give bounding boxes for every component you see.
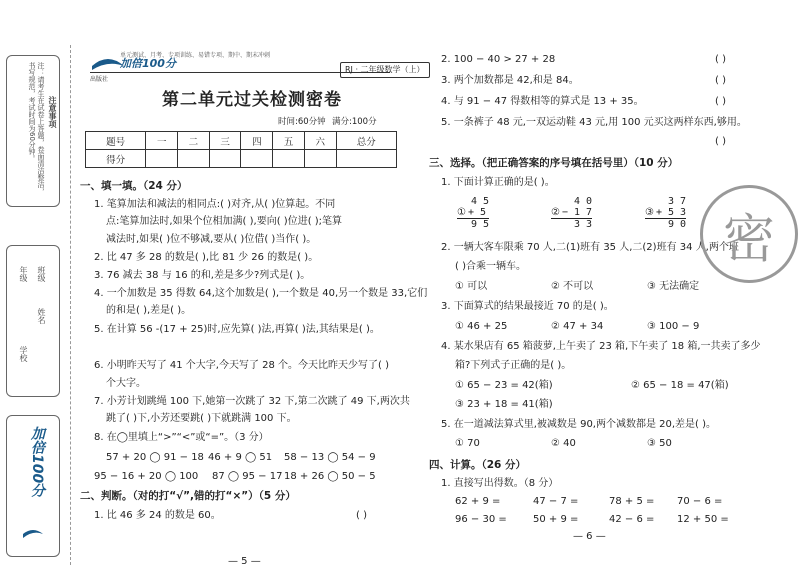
- calc-item[interactable]: 47 − 7 =: [533, 496, 579, 507]
- choice-option[interactable]: ① 70: [455, 438, 480, 449]
- choice-2-line-a: 2. 一辆大客车限乘 70 人,二(1)班有 35 人,二(2)班有 34 人,两个班: [441, 242, 739, 253]
- option-label: ①: [457, 207, 466, 218]
- table-header-cell: 题号: [86, 132, 146, 150]
- question-1-line-a: 1. 笔算加法和减法的相同点:( )对齐,从( )位算起。不同: [94, 199, 336, 210]
- brand-logo: 加倍100分: [120, 57, 176, 70]
- vertical-calc-1[interactable]: [457, 196, 489, 230]
- choice-4-line-a: 4. 某水果店有 65 箱菠萝,上午卖了 23 箱,下午卖了 18 箱,一共卖了多少: [441, 341, 761, 352]
- judge-2: 2. 100 − 40 > 27 + 28: [441, 54, 556, 65]
- notice-box: [6, 55, 60, 207]
- table-header-cell: 三: [209, 132, 241, 150]
- question-4-line-b: 的和是( ),差是( )。: [106, 305, 192, 316]
- field-class: 班级: [37, 266, 46, 282]
- cut-line: [70, 45, 71, 565]
- choice-option[interactable]: ③ 100 − 9: [647, 321, 700, 332]
- score-cell[interactable]: [241, 150, 273, 168]
- score-label: 得分: [86, 150, 146, 168]
- secret-stamp: [700, 185, 798, 283]
- score-cell[interactable]: [336, 150, 396, 168]
- table-header-cell: 六: [304, 132, 336, 150]
- calc-top: 3 7: [668, 196, 687, 207]
- score-cell[interactable]: [304, 150, 336, 168]
- stamp-char: 密: [722, 209, 775, 270]
- choice-3: 3. 下面算式的结果最接近 70 的是( )。: [441, 301, 614, 312]
- score-cell[interactable]: [209, 150, 241, 168]
- calc-item[interactable]: 42 − 6 =: [609, 514, 655, 525]
- field-school: 学校: [19, 346, 28, 362]
- section-1-heading: 一、填一填。（24 分）: [80, 180, 188, 192]
- choice-1: 1. 下面计算正确的是( )。: [441, 177, 555, 188]
- edition-tag: RJ · 二年级数学（上）: [340, 62, 430, 78]
- compare-item[interactable]: 87 ◯ 95 − 17: [212, 471, 283, 482]
- question-7-line-a: 7. 小芳计划跳绳 100 下,她第一次跳了 32 下,第二次跳了 49 下,两次共: [94, 396, 410, 407]
- calc-result: 3 3: [574, 219, 593, 230]
- choice-option[interactable]: ① 可以: [455, 281, 488, 292]
- question-1-line-c: 减法时,如果( )位不够减,要从( )位借( )当作( )。: [106, 234, 317, 245]
- calc-mid: + 5: [467, 207, 487, 218]
- left-page: [80, 0, 428, 583]
- answer-paren[interactable]: ( ): [715, 96, 726, 107]
- choice-2-line-b: ( )合乘一辆车。: [455, 261, 526, 272]
- calc-item[interactable]: 70 − 6 =: [677, 496, 723, 507]
- field-name: 姓名: [37, 308, 46, 324]
- table-header-cell: 二: [178, 132, 210, 150]
- notice-text: 注：请考生在试卷上答题，卷面清洁整洁，书写规范，考试时间为60分钟。: [28, 62, 45, 195]
- calc-question-1: 1. 直接写出得数。（8 分）: [441, 478, 559, 489]
- question-4-line-a: 4. 一个加数是 35 得数 64,这个加数是( ),一个数是 40,另一个数是 33,它们: [94, 288, 428, 299]
- answer-paren[interactable]: ( ): [715, 54, 726, 65]
- compare-item[interactable]: 57 + 20 ◯ 91 − 18: [106, 452, 204, 463]
- calc-item[interactable]: 12 + 50 =: [677, 514, 729, 525]
- score-header-row: [86, 132, 397, 150]
- calc-top: 4 5: [471, 196, 490, 207]
- calc-item[interactable]: 78 + 5 =: [609, 496, 655, 507]
- score-table: [85, 131, 397, 168]
- publisher: 出版社: [90, 76, 109, 83]
- score-cell[interactable]: [178, 150, 210, 168]
- table-header-cell: 总分: [336, 132, 396, 150]
- answer-paren[interactable]: ( ): [356, 510, 367, 521]
- question-6-line-b: 个大字。: [106, 378, 146, 389]
- question-5: 5. 在计算 56 -(17 + 25)时,应先算( )法,再算( )法,其结果是( )。: [94, 324, 380, 335]
- question-1-line-b: 点:笔算加法时,如果个位相加满( ),要向( )位进( );笔算: [106, 216, 343, 227]
- section-4-heading: 四、计算。（26 分）: [429, 459, 527, 471]
- compare-item[interactable]: 46 + 9 ◯ 51: [208, 452, 273, 463]
- question-3: 3. 76 减去 38 与 16 的和,差是多少?列式是( )。: [94, 270, 311, 281]
- judge-5: 5. 一条裤子 48 元,一双运动鞋 43 元,用 100 元买这两样东西,够用。: [441, 117, 747, 128]
- slogan: 单元测试、月考、专项训练、易错专项、期中、期末冲刺: [120, 52, 271, 59]
- calc-result: 9 5: [471, 219, 490, 230]
- time-limit: 时间:60分钟: [278, 117, 326, 127]
- score-cell[interactable]: [273, 150, 305, 168]
- score-row: [86, 150, 397, 168]
- section-3-heading: 三、选择。（把正确答案的序号填在括号里）（10 分）: [429, 157, 679, 169]
- calc-mid: − 1 7: [561, 207, 593, 218]
- calc-item[interactable]: 50 + 9 =: [533, 514, 579, 525]
- table-header-cell: 四: [241, 132, 273, 150]
- choice-option[interactable]: ② 47 + 34: [551, 321, 604, 332]
- answer-paren[interactable]: ( ): [715, 75, 726, 86]
- notice-label: 注意事项: [48, 96, 57, 128]
- compare-item[interactable]: 58 − 13 ◯ 54 − 9: [284, 452, 376, 463]
- choice-option[interactable]: ① 65 − 23 = 42(箱): [455, 380, 553, 391]
- book-icon: [21, 524, 45, 544]
- choice-option[interactable]: ② 65 − 18 = 47(箱): [631, 380, 729, 391]
- score-cell[interactable]: [146, 150, 178, 168]
- option-label: ③: [645, 207, 654, 218]
- page-number-right: — 6 —: [573, 531, 606, 542]
- section-2-heading: 二、判断。（对的打“√”,错的打“×”）（5 分）: [80, 490, 296, 502]
- brand-box: [6, 415, 60, 557]
- compare-item[interactable]: 95 − 16 + 20 ◯ 100: [94, 471, 199, 482]
- question-2: 2. 比 47 多 28 的数是( ),比 81 少 26 的数是( )。: [94, 252, 319, 263]
- choice-5: 5. 在一道减法算式里,被减数是 90,两个减数都是 20,差是( )。: [441, 419, 717, 430]
- field-grade: 年级: [19, 266, 28, 282]
- choice-4-line-b: 箱?下列式子正确的是( )。: [455, 360, 572, 371]
- brand-vertical: 加倍100分: [29, 426, 45, 498]
- question-7-line-b: 跳了( )下,小芳还要跳( )下就跳满 100 下。: [106, 413, 297, 424]
- choice-option[interactable]: ① 46 + 25: [455, 321, 508, 332]
- page-number-left: — 5 —: [228, 556, 261, 567]
- option-label: ②: [551, 207, 560, 218]
- student-info-box: [6, 245, 60, 397]
- full-score: 满分:100分: [332, 117, 377, 127]
- compare-item[interactable]: 18 + 26 ◯ 50 − 5: [284, 471, 376, 482]
- calc-mid: + 5 3: [655, 207, 687, 218]
- choice-option[interactable]: ② 40: [551, 438, 576, 449]
- calc-item[interactable]: 62 + 9 =: [455, 496, 501, 507]
- judge-4: 4. 与 91 − 47 得数相等的算式是 13 + 35。: [441, 96, 644, 107]
- choice-option[interactable]: ③ 50: [647, 438, 672, 449]
- judge-3: 3. 两个加数都是 42,和是 84。: [441, 75, 579, 86]
- choice-option[interactable]: ③ 23 + 18 = 41(箱): [455, 399, 553, 410]
- table-header-cell: 一: [146, 132, 178, 150]
- question-6-line-a: 6. 小明昨天写了 41 个大字,今天写了 28 个。今天比昨天少写了( ): [94, 360, 390, 371]
- answer-paren[interactable]: ( ): [715, 136, 726, 147]
- question-8: 8. 在◯里填上“>”“<”或“=”。（3 分）: [94, 432, 269, 443]
- judge-1: 1. 比 46 多 24 的数是 60。: [94, 510, 221, 521]
- calc-item[interactable]: 96 − 30 =: [455, 514, 507, 525]
- binding-sidebar: [2, 45, 66, 565]
- page-title: 第二单元过关检测密卷: [162, 90, 342, 110]
- table-header-cell: 五: [273, 132, 305, 150]
- choice-option[interactable]: ③ 无法确定: [647, 281, 700, 292]
- vertical-calc-2[interactable]: [551, 196, 592, 230]
- choice-option[interactable]: ② 不可以: [551, 281, 594, 292]
- vertical-calc-3[interactable]: [645, 196, 686, 230]
- calc-result: 9 0: [668, 219, 687, 230]
- calc-top: 4 0: [574, 196, 593, 207]
